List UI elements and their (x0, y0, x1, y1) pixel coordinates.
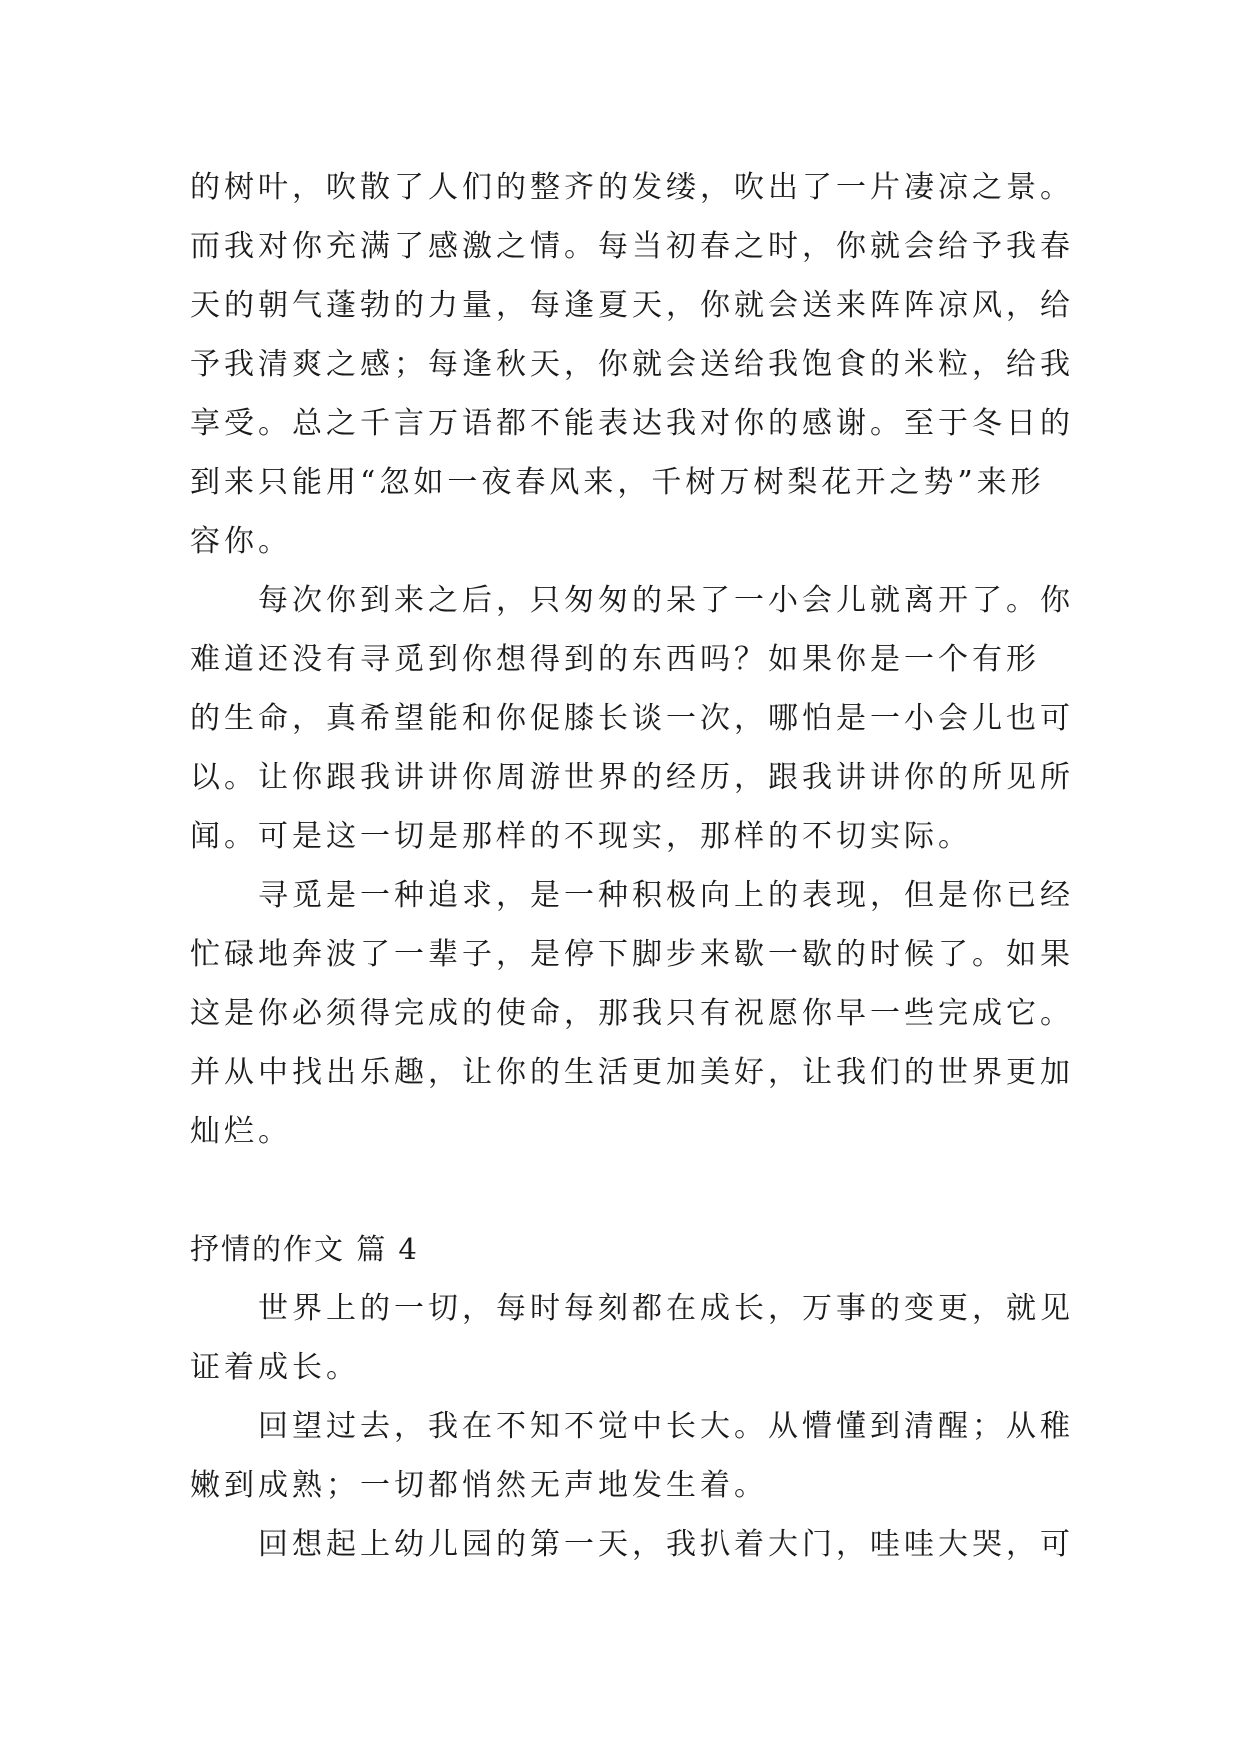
text-line: 以。让你跟我讲讲你周游世界的经历，跟我讲讲你的所见所 (190, 760, 1074, 795)
text-line: 容你。 (190, 524, 292, 559)
text-line: 享受。总之千言万语都不能表达我对你的感谢。至于冬日的 (190, 406, 1074, 441)
text-line: 天的朝气蓬勃的力量，每逢夏天，你就会送来阵阵凉风，给 (190, 288, 1074, 323)
text-line: 证着成长。 (190, 1350, 360, 1385)
text-line: 世界上的一切，每时每刻都在成长，万事的变更，就见 (258, 1291, 1074, 1326)
section-heading: 抒情的作文 篇 4 (190, 1232, 419, 1266)
paragraph (190, 1515, 1074, 1574)
paragraph (190, 1279, 1074, 1397)
paragraph-continued (190, 158, 1074, 571)
text-line: 嫩到成熟；一切都悄然无声地发生着。 (190, 1468, 768, 1503)
document-page (190, 158, 1074, 1574)
paragraph (190, 571, 1074, 866)
text-line: 并从中找出乐趣，让你的生活更加美好，让我们的世界更加 (190, 1055, 1074, 1090)
paragraph (190, 1397, 1074, 1515)
text-line: 予我清爽之感；每逢秋天，你就会送给我饱食的米粒，给我 (190, 347, 1074, 382)
text-line: 而我对你充满了感激之情。每当初春之时，你就会给予我春 (190, 229, 1074, 264)
text-line: 回想起上幼儿园的第一天，我扒着大门，哇哇大哭，可 (258, 1527, 1074, 1562)
text-line: 回望过去，我在不知不觉中长大。从懵懂到清醒；从稚 (258, 1409, 1074, 1444)
text-line: 的生命，真希望能和你促膝长谈一次，哪怕是一小会儿也可 (190, 701, 1074, 736)
text-line: 到来只能用“忽如一夜春风来，千树万树梨花开之势”来形 (190, 465, 1045, 500)
text-line: 的树叶，吹散了人们的整齐的发缕，吹出了一片凄凉之景。 (190, 170, 1074, 205)
section-spacer (190, 1161, 1070, 1220)
text-line: 这是你必须得完成的使命，那我只有祝愿你早一些完成它。 (190, 996, 1074, 1031)
text-line: 忙碌地奔波了一辈子，是停下脚步来歇一歇的时候了。如果 (190, 937, 1074, 972)
text-line: 灿烂。 (190, 1114, 292, 1149)
text-line: 难道还没有寻觅到你想得到的东西吗？如果你是一个有形 (190, 642, 1040, 677)
paragraph (190, 866, 1074, 1161)
text-line: 闻。可是这一切是那样的不现实，那样的不切实际。 (190, 819, 972, 854)
text-line: 每次你到来之后，只匆匆的呆了一小会儿就离开了。你 (258, 583, 1074, 618)
text-line: 寻觅是一种追求，是一种积极向上的表现，但是你已经 (258, 878, 1074, 913)
